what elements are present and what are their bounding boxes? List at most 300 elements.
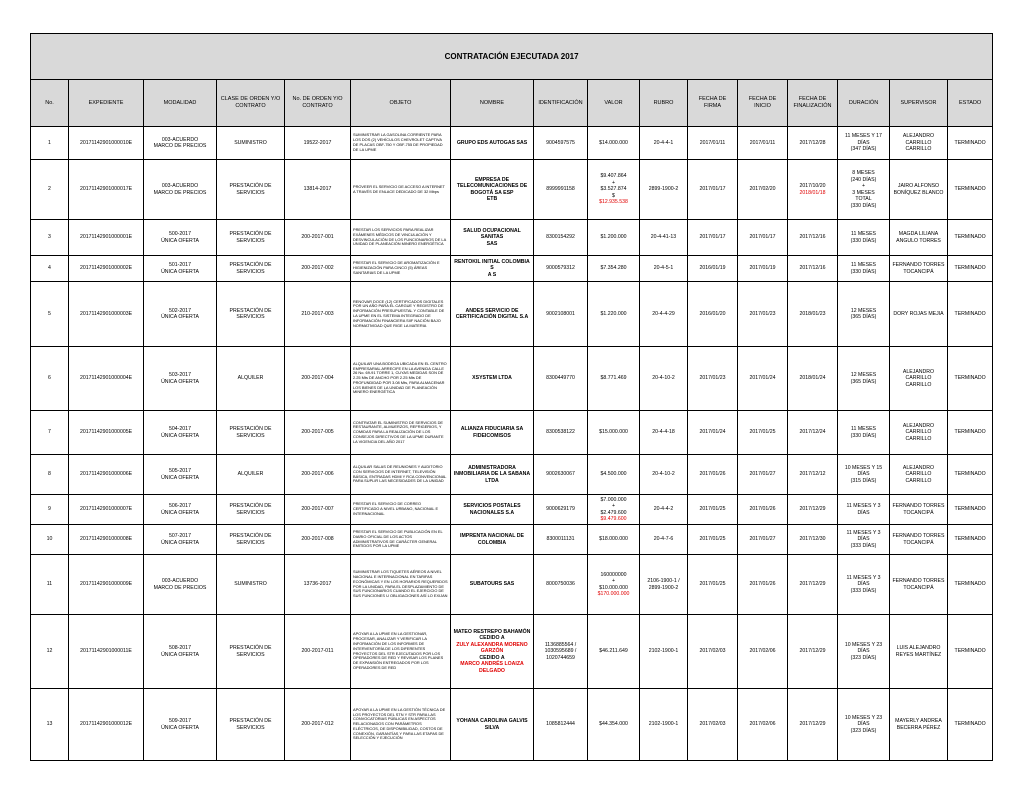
fecha-inicio-cell: [738, 689, 788, 761]
cell-line: RENOVAR DOCE (12) CERTIFICADOS DIGITALES POR UN AÑO PARA EL CARGUE Y REGISTRO DE INFORMACIÓN PRESUPUESTAL Y CONTABLE DE LA UPME EN EL SISTEMA INTEGRADO DE INFORMACIÓN FINANCIERA SIIF NACIÓN BAJO NORMATIVIDAD QUE RIGE LA MATERIA: [353, 298, 445, 328]
modalidad-cell: [144, 127, 217, 160]
cell-line: 200-2017-002: [301, 265, 334, 272]
cell-line: PRESTAR EL SERVICIO DE CORREO CERTIFICADO A NIVEL URBANO, NACIONAL E INTERNACIONAL: [353, 501, 439, 516]
orden-cell: [285, 615, 351, 689]
row-number: [31, 495, 69, 525]
cell-line: PRESTAR EL SERVICIO DE AROMATIZACIÓN E HIGIENIZACIÓN PARA CINCO (5) ÁREAS SANITARIAS DE LA UPME: [353, 260, 440, 275]
cell-line: 1085812444: [546, 721, 575, 728]
nombre-cell: [451, 411, 534, 455]
modalidad-cell: [144, 555, 217, 615]
duracion-cell: [838, 689, 890, 761]
orden-cell: [285, 282, 351, 347]
objeto-cell: [351, 495, 451, 525]
cell-line: 19522-2017: [303, 139, 332, 146]
cell-line: 20171142901000004E: [79, 375, 133, 382]
cell-line: 2017/12/24: [799, 429, 826, 436]
table-title: CONTRATACIÓN EJECUTADA 2017: [31, 34, 993, 80]
fecha-firma-cell: [688, 615, 738, 689]
cell-line: 3 MESES: [852, 189, 875, 196]
cell-line: PRESTACIÓN DE SERVICIOS: [229, 503, 272, 516]
cell-line: 6: [48, 375, 51, 382]
fecha-firma-cell: [688, 220, 738, 256]
cell-line: 2102-1900-1: [648, 648, 679, 655]
valor-cell: [588, 555, 640, 615]
clase-cell: [217, 347, 285, 411]
fecha-fin-cell: [788, 455, 838, 495]
expediente-cell: [69, 220, 144, 256]
fecha-inicio-cell: [738, 411, 788, 455]
table-row: [31, 256, 993, 282]
cell-line: 8300538122: [546, 429, 575, 436]
table-row: [31, 525, 993, 555]
fecha-fin-cell: [788, 282, 838, 347]
cell-line: 200-2017-008: [301, 536, 334, 543]
cell-line: $8.771.469: [600, 375, 627, 382]
cell-line: $18.000.000: [599, 536, 628, 543]
cell-line: ÚNICA OFERTA: [161, 651, 199, 658]
orden-cell: [285, 127, 351, 160]
duracion-cell: [838, 256, 890, 282]
cell-line: 2017/12/29: [799, 506, 826, 513]
contracts-table: [30, 33, 993, 761]
cell-line: YOHANA CAROLINA GALVIS: [456, 718, 528, 724]
cell-line: SILVA: [484, 724, 500, 731]
cell-line: (323 DÍAS): [850, 727, 877, 734]
fecha-firma-cell: [688, 127, 738, 160]
cell-line: 003-ACUERDO: [161, 183, 199, 189]
column-header: SUPERVISOR: [890, 80, 948, 127]
cell-line: APOYAR A LA UPME EN LA GESTIÓN TÉCNICA DE LOS PROYECTOS DEL STN Y STR PARA LAS CONVOCATORIAS PÚBLICAS EN ASPECTOS RELACIONADOS CON PARÁMETROS ELÉCTRICOS, DE DISPONIBILIDAD, COSTOS DE CONEXIÓN, GARANTÍAS Y PARA LAS ETAPAS DE SELECCIÓN Y EJECUCIÓN: [353, 706, 446, 741]
estado-cell: [948, 615, 993, 689]
cell-line: 10: [46, 536, 53, 543]
modalidad-cell: [144, 689, 217, 761]
cell-line: TOCANCIPÁ: [903, 584, 934, 591]
cell-line: (323 DÍAS): [850, 654, 877, 661]
cell-line: ÚNICA OFERTA: [161, 314, 199, 320]
cell-line: 20171142901000005E: [79, 429, 133, 436]
cell-line: 20171142901000011E: [80, 648, 132, 655]
row-number: [31, 347, 69, 411]
cell-line: 2017/12/29: [799, 581, 826, 588]
table-row: [31, 555, 993, 615]
fecha-firma-cell: [688, 555, 738, 615]
cell-line: 20-4-7-6: [653, 536, 674, 543]
fecha-inicio-cell: [738, 220, 788, 256]
cell-line: IMPRENTA NACIONAL DE: [460, 533, 524, 539]
cell-line: 12 MESES: [850, 372, 877, 378]
column-header: ESTADO: [948, 80, 993, 127]
duracion-cell: [838, 615, 890, 689]
nombre-cell: [451, 455, 534, 495]
estado-cell: [948, 256, 993, 282]
duracion-cell: [838, 555, 890, 615]
clase-cell: [217, 525, 285, 555]
valor-cell: [588, 282, 640, 347]
cell-line: TERMINADO: [954, 375, 986, 382]
estado-cell: [948, 525, 993, 555]
cell-line: PRESTAR EL SERVICIO DE PUBLICACIÓN EN EL DIARIO OFICIAL DE LOS ACTOS ADMINISTRATIVOS DE CARÁCTER GENERAL EMITIDOS POR LA UPME: [353, 528, 443, 549]
cell-line: 2: [48, 186, 51, 193]
cell-line: 20-4-4-29: [652, 310, 675, 317]
row-number: [31, 555, 69, 615]
cell-line: BONÍQUEZ BLANCO: [893, 189, 944, 196]
identificacion-cell: [534, 256, 588, 282]
row-number: [31, 127, 69, 160]
rubro-cell: [640, 256, 688, 282]
cell-line: 2017/01/11: [699, 139, 726, 146]
expediente-cell: [69, 495, 144, 525]
orden-cell: [285, 347, 351, 411]
supervisor-cell: [890, 455, 948, 495]
orden-cell: [285, 160, 351, 220]
column-header: FECHA DE INICIO: [738, 80, 788, 127]
cell-line: 20171142901000012E: [79, 721, 133, 728]
row-number: [31, 160, 69, 220]
rubro-cell: [640, 411, 688, 455]
fecha-fin-cell: [788, 160, 838, 220]
cell-line: CARRILLO: [905, 381, 932, 388]
row-number: [31, 411, 69, 455]
cell-line: 2017/01/19: [749, 265, 776, 272]
fecha-firma-cell: [688, 495, 738, 525]
cell-line: 2017/12/12: [799, 471, 826, 478]
objeto-cell: [351, 615, 451, 689]
cell-line: 2106-1900-1 / 2899-1900-2: [647, 578, 680, 591]
nombre-cell: [451, 689, 534, 761]
cell-line: 2017/12/28: [799, 139, 826, 146]
expediente-cell: [69, 555, 144, 615]
orden-cell: [285, 220, 351, 256]
cell-line: DÍAS: [857, 648, 870, 655]
identificacion-cell: [534, 220, 588, 256]
fecha-firma-cell: [688, 282, 738, 347]
cell-line: NACIONALES S.A: [469, 509, 515, 516]
cell-line: (365 DÍAS): [850, 378, 877, 385]
cell-line: TERMINADO: [954, 265, 986, 272]
fecha-inicio-cell: [738, 160, 788, 220]
cell-line: $12.935.538: [599, 199, 628, 206]
cell-line: 2017/02/20: [749, 186, 776, 193]
cell-line: SUMINISTRAR LA GASOLINA CORRIENTE PARA LOS DOS (2) VEHÍCULOS CHEVROLET CAPTIVA DE PLACAS OBF-750 Y OBF-755 DE PROPIEDAD DE LA UPME: [353, 132, 443, 152]
cell-line: 200-2017-005: [301, 429, 334, 436]
valor-cell: [588, 689, 640, 761]
cell-line: CARRILLO: [905, 477, 932, 484]
expediente-cell: [69, 689, 144, 761]
cell-line: 200-2017-007: [301, 506, 334, 513]
cell-line: CONTRATAR EL SUMINISTRO DE SERVICIOS DE RESTAURANTE, ALMUERZOS, REFRIGERIOS, Y COMIDAS PARA LA REALIZACIÓN DE LOS CONSEJOS DIRECTIVOS DE LA UPME DURANTE LA VIGENCIA DEL AÑO 2017: [353, 419, 444, 444]
cell-line: CERTIFICACIÓN DIGITAL S.A: [455, 314, 529, 320]
cell-line: $14.000.000: [599, 139, 628, 146]
cell-line: DÍAS: [857, 721, 870, 728]
nombre-cell: [451, 615, 534, 689]
nombre-cell: [451, 220, 534, 256]
cell-line: 200-2017-012: [301, 721, 334, 728]
cell-line: 2017/12/30: [799, 536, 826, 543]
fecha-firma-cell: [688, 347, 738, 411]
cell-line: 3: [48, 234, 51, 241]
cell-line: TERMINADO: [954, 506, 986, 513]
cell-line: 11 MESES Y 3 DÍAS: [846, 574, 881, 588]
rubro-cell: [640, 220, 688, 256]
row-number: [31, 282, 69, 347]
identificacion-cell: [534, 455, 588, 495]
cell-line: XSYSTEM LTDA: [472, 375, 512, 382]
table-row: [31, 160, 993, 220]
objeto-cell: [351, 689, 451, 761]
expediente-cell: [69, 615, 144, 689]
supervisor-cell: [890, 220, 948, 256]
cell-line: 2017/01/24: [749, 375, 776, 382]
cell-line: PRESTACIÓN DE SERVICIOS: [229, 426, 272, 439]
table-row: [31, 282, 993, 347]
rubro-cell: [640, 689, 688, 761]
cell-line: TERMINADO: [954, 234, 986, 241]
identificacion-cell: [534, 160, 588, 220]
cell-line: $4.500.000: [600, 471, 627, 478]
objeto-cell: [351, 555, 451, 615]
fecha-fin-cell: [788, 347, 838, 411]
cell-line: DELGADO: [479, 667, 505, 674]
cell-line: $3.527.874: [600, 186, 627, 193]
objeto-cell: [351, 411, 451, 455]
cell-line: +: [861, 183, 866, 189]
cell-line: 200-2017-001: [301, 234, 334, 241]
cell-line: ÚNICA OFERTA: [161, 268, 199, 275]
supervisor-cell: [890, 495, 948, 525]
cell-line: $15.000.000: [599, 429, 628, 436]
row-number: [31, 525, 69, 555]
cell-line: 13: [46, 721, 53, 728]
cell-line: $1.220.000: [600, 310, 627, 317]
cell-line: +: [611, 578, 616, 584]
valor-cell: [588, 411, 640, 455]
table-row: [31, 220, 993, 256]
estado-cell: [948, 411, 993, 455]
cell-line: 20171142901000001E: [79, 234, 133, 241]
cell-line: 502-2017: [169, 307, 191, 314]
cell-line: 2018/01/24: [799, 375, 826, 382]
cell-line: 2017/01/24: [699, 429, 726, 436]
rubro-cell: [640, 127, 688, 160]
column-header: CLASE DE ORDEN Y/O CONTRATO: [217, 80, 285, 127]
cell-line: 2017/12/16: [799, 234, 826, 241]
header-row: [31, 80, 993, 127]
column-header: FECHA DE FIRMA: [688, 80, 738, 127]
cell-line: 8300449770: [546, 375, 575, 382]
clase-cell: [217, 256, 285, 282]
objeto-cell: [351, 220, 451, 256]
cell-line: TERMINADO: [954, 648, 986, 655]
cell-line: (240 DÍAS): [850, 176, 877, 183]
cell-line: 506-2017: [169, 503, 191, 509]
estado-cell: [948, 689, 993, 761]
cell-line: TELECOMUNICACIONES DE: [456, 183, 528, 189]
cell-line: 2017/12/29: [799, 721, 826, 728]
column-header: RUBRO: [640, 80, 688, 127]
table-row: [31, 127, 993, 160]
nombre-cell: [451, 525, 534, 555]
duracion-cell: [838, 455, 890, 495]
cell-line: $9.479.600: [600, 516, 627, 522]
nombre-cell: [451, 495, 534, 525]
supervisor-cell: [890, 689, 948, 761]
table-row: [31, 495, 993, 525]
cell-line: 20171142901000008E: [79, 536, 133, 543]
cell-line: 12 MESES: [850, 307, 877, 314]
cell-line: 9000629179: [546, 506, 575, 513]
cell-line: 2016/01/20: [699, 310, 726, 317]
cell-line: 13814-2017: [303, 186, 332, 193]
identificacion-cell: [534, 495, 588, 525]
table-row: [31, 689, 993, 761]
cell-line: (347 DÍAS): [850, 146, 877, 153]
cell-line: 1136885564 / 1030595689 / 1020744659: [544, 641, 577, 661]
cell-line: 20171142901000017E: [79, 186, 133, 193]
cell-line: 003-ACUERDO: [161, 578, 199, 584]
cell-line: ANDES SERVICIO DE: [465, 307, 519, 314]
cell-line: 509-2017: [169, 718, 191, 724]
clase-cell: [217, 615, 285, 689]
cell-line: TERMINADO: [954, 471, 986, 478]
orden-cell: [285, 256, 351, 282]
fecha-inicio-cell: [738, 455, 788, 495]
cell-line: PRESTACIÓN DE SERVICIOS: [229, 645, 272, 658]
cell-line: MATEO RESTREPO BAHAMÓN: [453, 628, 531, 635]
cell-line: $46.211.649: [599, 648, 628, 655]
cell-line: DÍAS: [857, 139, 870, 146]
cell-line: LUIS ALEJANDRO: [896, 645, 941, 651]
cell-line: 20171142901000010E: [79, 139, 133, 146]
column-header: DURACIÓN: [838, 80, 890, 127]
cell-line: ALQUILER: [237, 471, 264, 478]
cell-line: 2017/01/17: [699, 186, 726, 193]
row-number: [31, 615, 69, 689]
valor-cell: [588, 495, 640, 525]
cell-line: 2017/02/03: [699, 648, 726, 655]
fecha-fin-cell: [788, 689, 838, 761]
cell-line: 200-2017-011: [301, 648, 334, 655]
supervisor-cell: [890, 347, 948, 411]
objeto-cell: [351, 282, 451, 347]
cell-line: 2016/01/19: [699, 265, 726, 272]
cell-line: (365 DÍAS): [850, 314, 877, 320]
cell-line: 8300154292: [546, 234, 575, 241]
cell-line: 2017/01/27: [749, 536, 776, 543]
cell-line: CEDIDO A: [479, 654, 505, 661]
identificacion-cell: [534, 555, 588, 615]
duracion-cell: [838, 282, 890, 347]
cell-line: BOGOTÁ SA ESP: [470, 189, 514, 196]
cell-line: 503-2017: [169, 372, 191, 378]
cell-line: PROVEER EL SERVICIO DE ACCESO A INTERNET A TRAVÉS DE ENLACE DEDICADO DE 32 Mbps: [353, 183, 445, 194]
cell-line: ALEJANDRO CARRILLO: [902, 368, 935, 382]
orden-cell: [285, 689, 351, 761]
clase-cell: [217, 689, 285, 761]
cell-line: 508-2017: [169, 645, 191, 651]
identificacion-cell: [534, 282, 588, 347]
rubro-cell: [640, 555, 688, 615]
clase-cell: [217, 455, 285, 495]
cell-line: 200-2017-006: [301, 471, 334, 478]
identificacion-cell: [534, 347, 588, 411]
cell-line: SALUD OCUPACIONAL SANITAS: [463, 227, 521, 241]
cell-line: 500-2017: [169, 231, 191, 237]
nombre-cell: [451, 555, 534, 615]
cell-line: ALEJANDRO CARRILLO: [902, 133, 935, 146]
cell-line: 1: [48, 139, 51, 146]
cell-line: ÚNICA OFERTA: [161, 724, 199, 731]
cell-line: (330 DÍAS): [850, 237, 877, 244]
nombre-cell: [451, 127, 534, 160]
expediente-cell: [69, 256, 144, 282]
fecha-fin-cell: [788, 555, 838, 615]
clase-cell: [217, 495, 285, 525]
supervisor-cell: [890, 127, 948, 160]
cell-line: ÚNICA OFERTA: [161, 432, 199, 439]
cell-line: ÚNICA OFERTA: [161, 539, 199, 546]
objeto-cell: [351, 455, 451, 495]
modalidad-cell: [144, 455, 217, 495]
cell-line: 210-2017-003: [301, 310, 334, 317]
cell-line: PRESTACIÓN DE SERVICIOS: [229, 231, 272, 244]
cell-line: +: [611, 179, 616, 186]
cell-line: 8 MESES: [852, 170, 875, 176]
cell-line: 2017/02/06: [749, 721, 776, 728]
cell-line: FERNANDO TORRES: [892, 578, 945, 584]
fecha-inicio-cell: [738, 525, 788, 555]
cell-line: 20-4-5-1: [653, 265, 674, 272]
cell-line: 2017/01/25: [749, 429, 776, 436]
orden-cell: [285, 525, 351, 555]
cell-line: PRESTACIÓN DE SERVICIOS: [229, 718, 272, 731]
supervisor-cell: [890, 555, 948, 615]
cell-line: 2017/01/11: [749, 139, 776, 146]
cell-line: $2.479.600: [600, 509, 627, 516]
orden-cell: [285, 411, 351, 455]
cell-line: $9.407.864: [600, 173, 627, 180]
cell-line: (330 DÍAS): [850, 268, 877, 275]
orden-cell: [285, 555, 351, 615]
column-header: No.: [31, 80, 69, 127]
cell-line: 2899-1900-2: [648, 186, 679, 193]
cell-line: 11: [46, 581, 53, 588]
cell-line: 11 MESES: [851, 231, 876, 237]
rubro-cell: [640, 525, 688, 555]
cell-line: DÍAS: [857, 471, 870, 478]
cell-line: 20-4-4-2: [653, 506, 674, 513]
cell-line: (330 DÍAS): [850, 432, 877, 439]
modalidad-cell: [144, 495, 217, 525]
cell-line: EMPRESA DE: [474, 176, 510, 183]
table-row: [31, 615, 993, 689]
rubro-cell: [640, 615, 688, 689]
supervisor-cell: [890, 160, 948, 220]
cell-line: 2017/01/26: [749, 506, 776, 513]
cell-line: ADMINISTRADORA: [468, 464, 516, 471]
estado-cell: [948, 160, 993, 220]
duracion-cell: [838, 495, 890, 525]
cell-line: TERMINADO: [954, 721, 986, 728]
cell-line: 2017/01/25: [699, 581, 726, 588]
fecha-inicio-cell: [738, 347, 788, 411]
identificacion-cell: [534, 615, 588, 689]
clase-cell: [217, 220, 285, 256]
cell-line: $10.000.000: [599, 584, 628, 591]
cell-line: COLOMBIA: [477, 539, 507, 546]
cell-line: 10 MESES Y 23: [844, 714, 883, 721]
cell-line: 8999991158: [546, 186, 575, 193]
cell-line: 003-ACUERDO: [161, 136, 199, 143]
